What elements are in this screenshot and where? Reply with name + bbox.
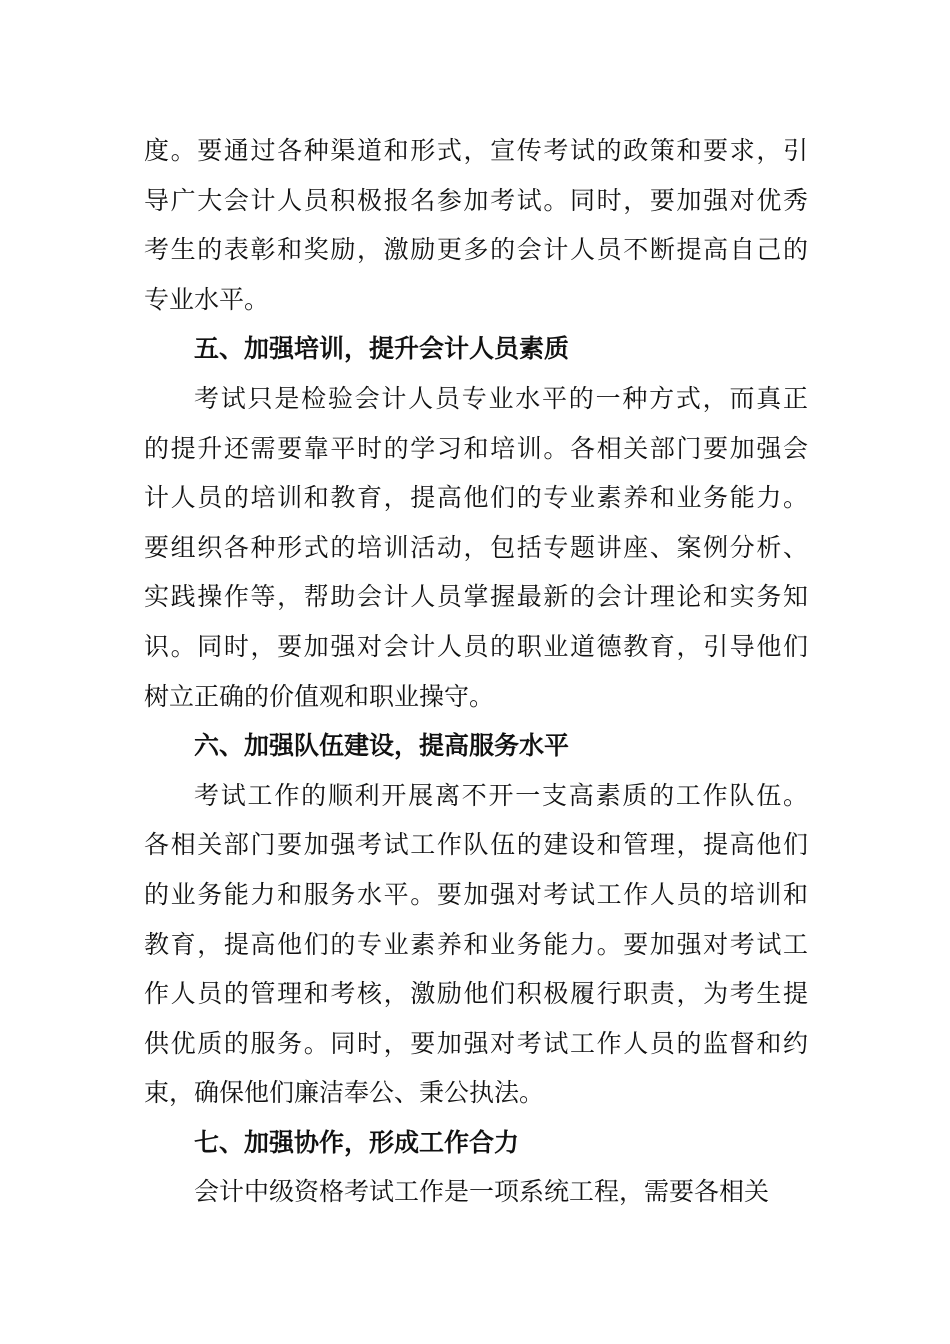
paragraph-line: 计人员的培训和教育，提高他们的专业素养和业务能力。 [144, 483, 808, 513]
paragraph-line: 各相关部门要加强考试工作队伍的建设和管理，提高他们 [144, 830, 808, 860]
section-heading-6: 六、加强队伍建设，提高服务水平 [194, 731, 570, 761]
paragraph-line: 作人员的管理和考核，激励他们积极履行职责，为考生提 [144, 979, 808, 1009]
section-heading-7: 七、加强协作，形成工作合力 [194, 1127, 520, 1157]
paragraph-line: 度。要通过各种渠道和形式，宣传考试的政策和要求，引 [144, 136, 808, 165]
paragraph-line: 束，确保他们廉洁奉公、秉公执法。 [144, 1078, 545, 1108]
paragraph-line: 导广大会计人员积极报名参加考试。同时，要加强对优秀 [144, 185, 808, 215]
paragraph-line: 会计中级资格考试工作是一项系统工程，需要各相关 [194, 1177, 770, 1207]
paragraph-line: 要组织各种形式的培训活动，包括专题讲座、案例分析、 [144, 532, 808, 562]
paragraph-line: 供优质的服务。同时，要加强对考试工作人员的监督和约 [144, 1028, 808, 1058]
paragraph-line: 教育，提高他们的专业素养和业务能力。要加强对考试工 [144, 929, 808, 959]
section-heading-5: 五、加强培训，提升会计人员素质 [194, 334, 570, 364]
document-body [144, 126, 808, 1217]
paragraph-line: 考试工作的顺利开展离不开一支高素质的工作队伍。 [194, 780, 808, 810]
paragraph-line: 专业水平。 [144, 284, 270, 314]
paragraph-line: 的提升还需要靠平时的学习和培训。各相关部门要加强会 [144, 433, 808, 463]
paragraph-line: 识。同时，要加强对会计人员的职业道德教育，引导他们 [144, 631, 808, 661]
paragraph-line: 的业务能力和服务水平。要加强对考试工作人员的培训和 [144, 879, 808, 909]
paragraph-line: 树立正确的价值观和职业操守。 [144, 681, 495, 711]
paragraph-line: 实践操作等，帮助会计人员掌握最新的会计理论和实务知 [144, 582, 808, 612]
paragraph-line: 考试只是检验会计人员专业水平的一种方式，而真正 [194, 383, 808, 413]
paragraph-line: 考生的表彰和奖励，激励更多的会计人员不断提高自己的 [144, 235, 808, 265]
